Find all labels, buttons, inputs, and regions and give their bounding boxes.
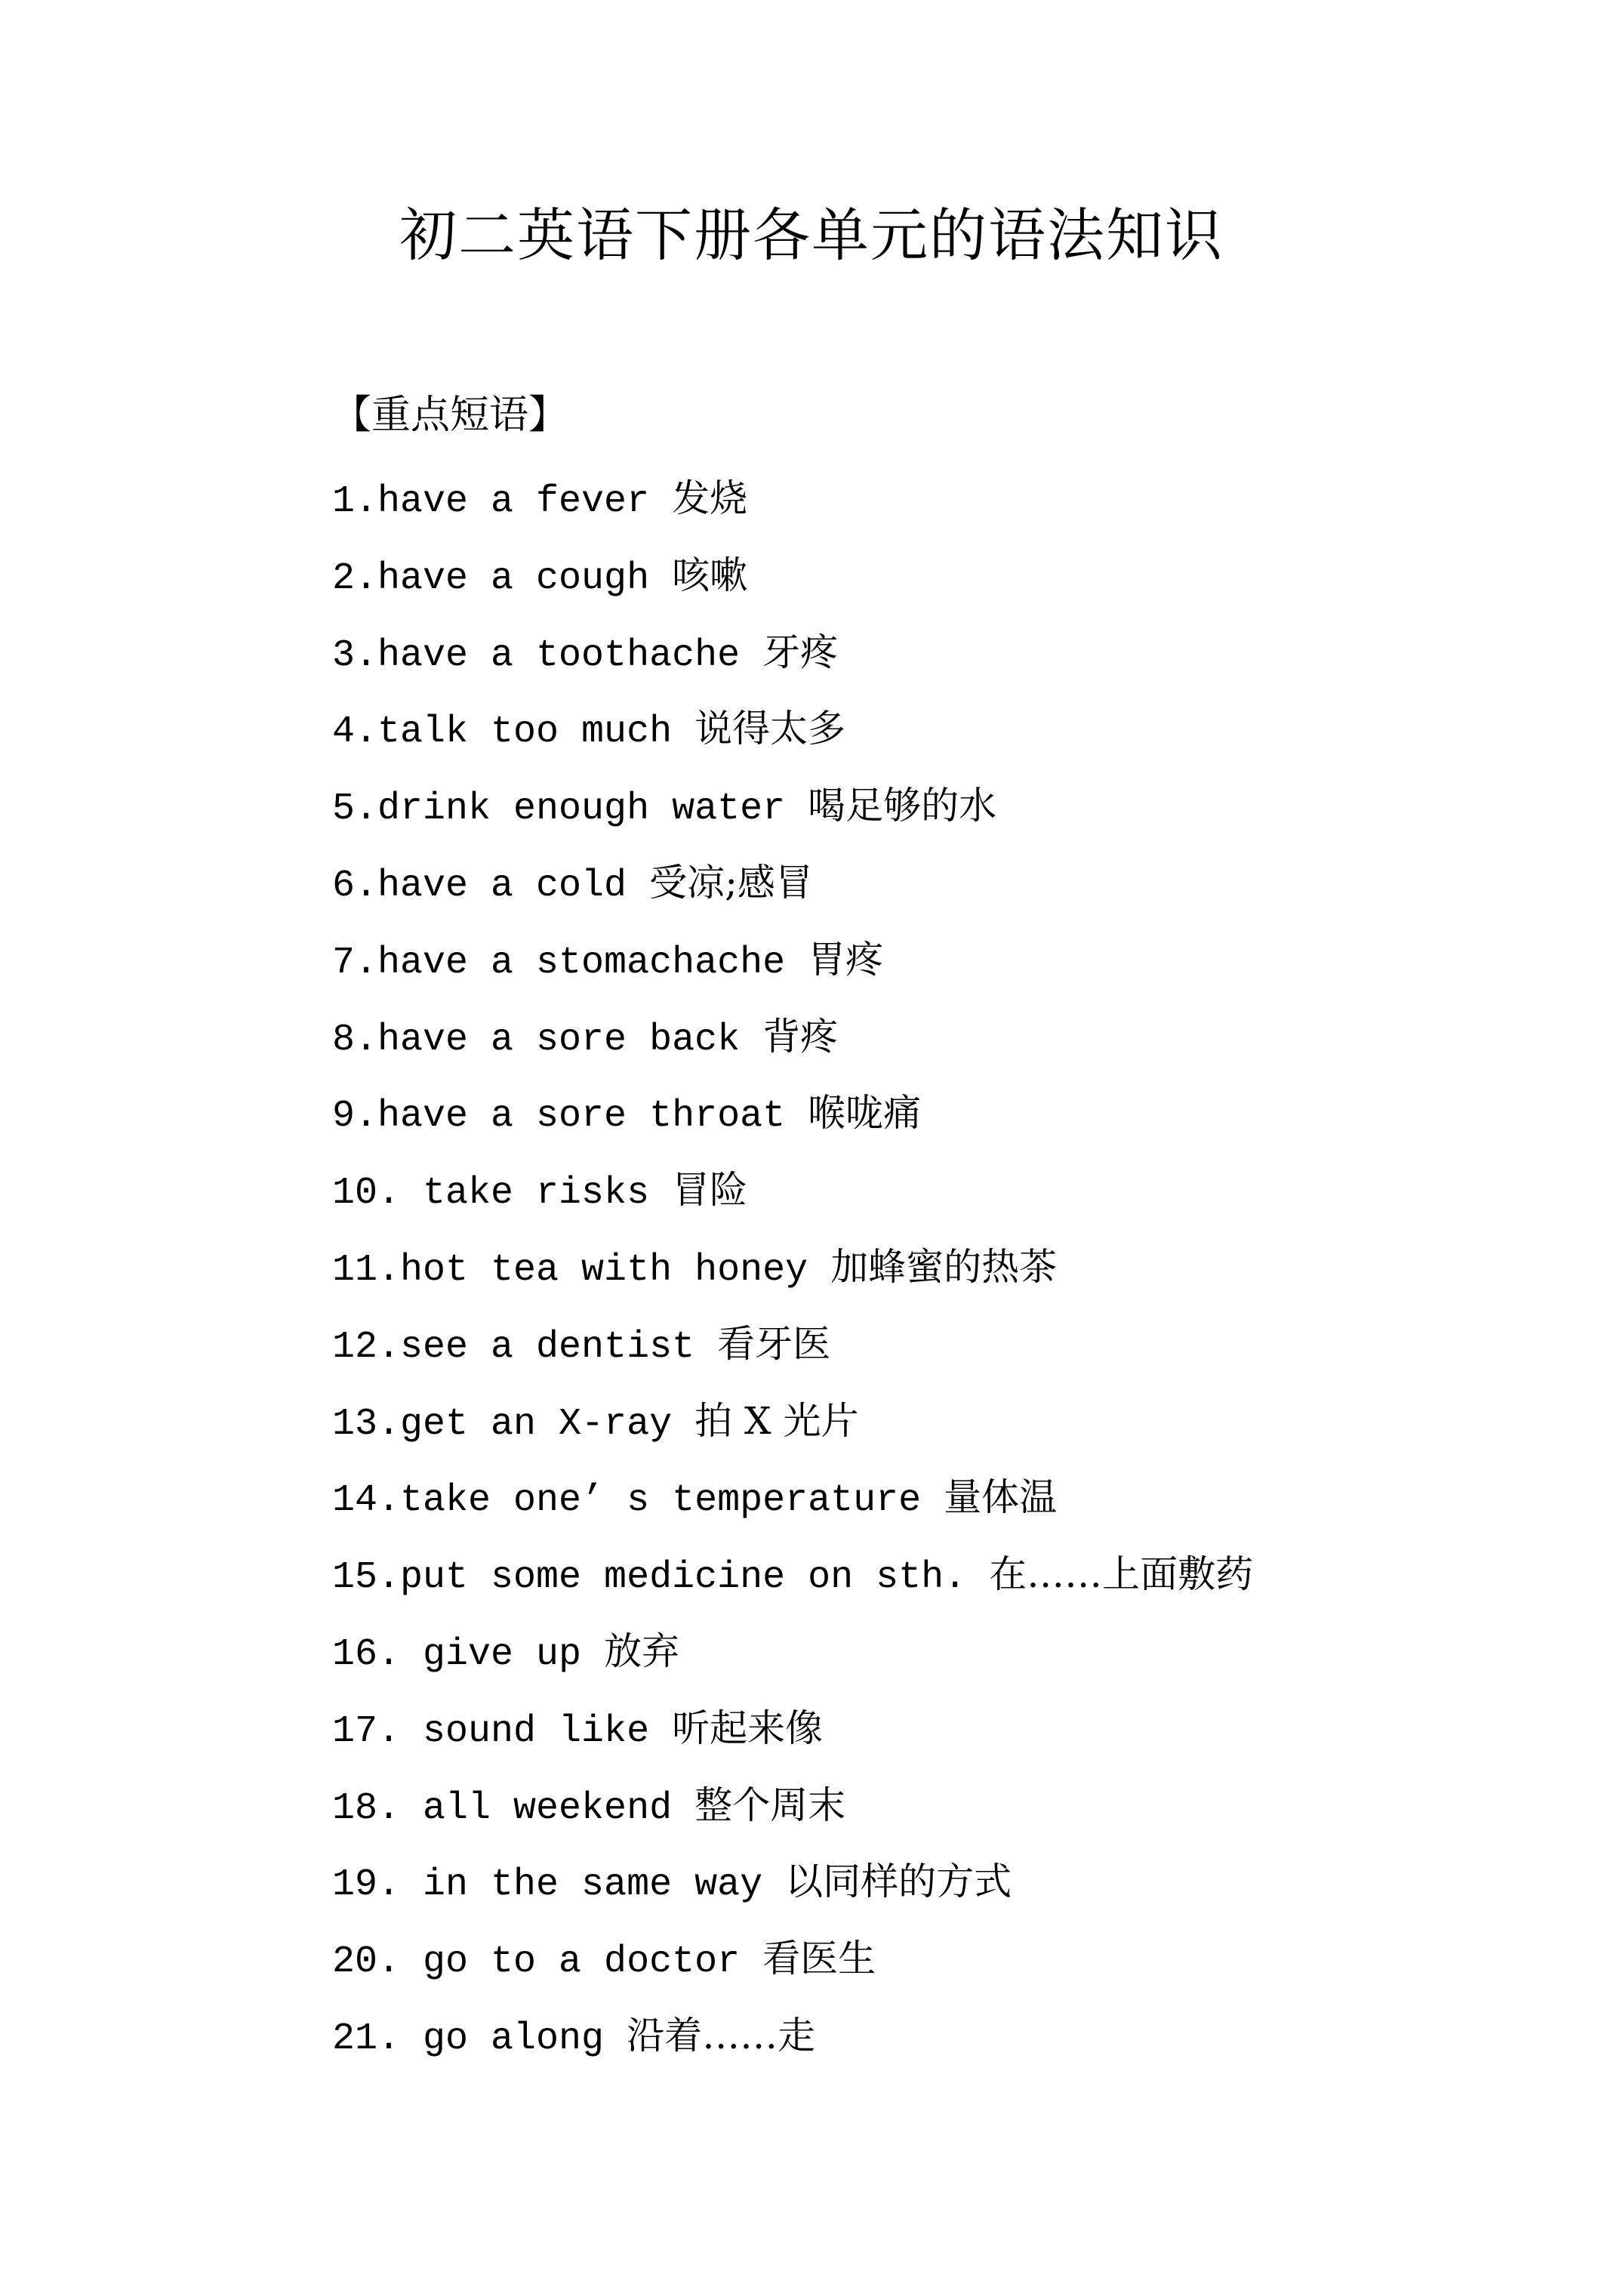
list-item: [332, 1536, 1540, 1613]
phrase-english: 15.put some medicine on sth.: [332, 1556, 990, 1600]
list-item: [332, 615, 1540, 692]
list-item: [332, 538, 1540, 615]
list-item: [332, 922, 1540, 999]
phrase-english: 8.have a sore back: [332, 1018, 763, 1062]
list-item: [332, 999, 1540, 1076]
section-heading: 【重点短语】: [332, 393, 568, 438]
phrase-chinese: 受凉;感冒: [649, 860, 813, 905]
list-item: [332, 1921, 1540, 1998]
phrase-chinese: 量体温: [944, 1475, 1058, 1520]
phrase-english: 17. sound like: [332, 1709, 673, 1753]
phrase-chinese: 冒险: [672, 1168, 748, 1213]
list-item: [332, 1613, 1540, 1690]
list-item: [332, 1383, 1540, 1460]
phrase-english: 18. all weekend: [332, 1786, 695, 1830]
list-item: [332, 768, 1540, 845]
list-item: [332, 1306, 1540, 1383]
phrase-chinese: 看牙医: [717, 1321, 831, 1366]
list-item: [332, 1998, 1540, 2075]
phrase-chinese: 喉咙痛: [808, 1091, 922, 1136]
phrase-chinese: 喝足够的水: [808, 784, 997, 828]
phrase-english: 10. take risks: [332, 1172, 673, 1216]
page-title: 初二英语下册各单元的语法知识: [399, 202, 1224, 269]
phrase-english: 13.get an X-ray: [332, 1402, 695, 1446]
phrase-english: 1.have a fever: [332, 480, 673, 523]
phrase-chinese: 看医生: [762, 1937, 876, 1981]
phrase-english: 20. go to a doctor: [332, 1940, 763, 1984]
phrase-chinese: 放弃: [604, 1629, 680, 1673]
list-item: [332, 1152, 1540, 1229]
phrase-list: [332, 461, 1540, 2075]
phrase-chinese: 以同样的方式: [785, 1860, 1012, 1904]
phrase-chinese: 在……上面敷药: [989, 1552, 1254, 1597]
phrase-chinese: 说得太多: [694, 707, 846, 751]
list-item: [332, 691, 1540, 768]
phrase-english: 2.have a cough: [332, 556, 673, 600]
phrase-chinese: 咳嗽: [672, 553, 748, 597]
phrase-english: 5.drink enough water: [332, 787, 808, 831]
phrase-english: 7.have a stomachache: [332, 941, 808, 985]
phrase-english: 3.have a toothache: [332, 633, 763, 677]
phrase-chinese: 沿着……走: [627, 2013, 816, 2057]
list-item: [332, 1767, 1540, 1845]
list-item: [332, 1844, 1540, 1921]
list-item: [332, 1690, 1540, 1767]
phrase-chinese: 发烧: [672, 476, 748, 520]
phrase-english: 19. in the same way: [332, 1863, 786, 1907]
list-item: [332, 1075, 1540, 1152]
phrase-english: 21. go along: [332, 2017, 627, 2060]
list-item: [332, 1459, 1540, 1536]
phrase-chinese: 听起来像: [672, 1706, 824, 1750]
phrase-chinese: 胃疼: [808, 937, 884, 982]
phrase-english: 11.hot tea with honey: [332, 1248, 831, 1292]
phrase-chinese: 背疼: [762, 1014, 839, 1059]
phrase-chinese: 加蜂蜜的热茶: [830, 1244, 1058, 1289]
list-item: [332, 845, 1540, 922]
phrase-chinese: 拍 X 光片: [694, 1398, 859, 1443]
phrase-english: 14.take one’ s temperature: [332, 1479, 944, 1523]
phrase-chinese: 牙疼: [762, 630, 839, 674]
list-item: [332, 461, 1540, 538]
phrase-english: 9.have a sore throat: [332, 1095, 808, 1139]
phrase-english: 4.talk too much: [332, 710, 695, 754]
phrase-english: 6.have a cold: [332, 864, 650, 908]
phrase-english: 16. give up: [332, 1632, 605, 1676]
list-item: [332, 1229, 1540, 1306]
phrase-english: 12.see a dentist: [332, 1325, 718, 1369]
phrase-chinese: 整个周末: [694, 1783, 846, 1827]
